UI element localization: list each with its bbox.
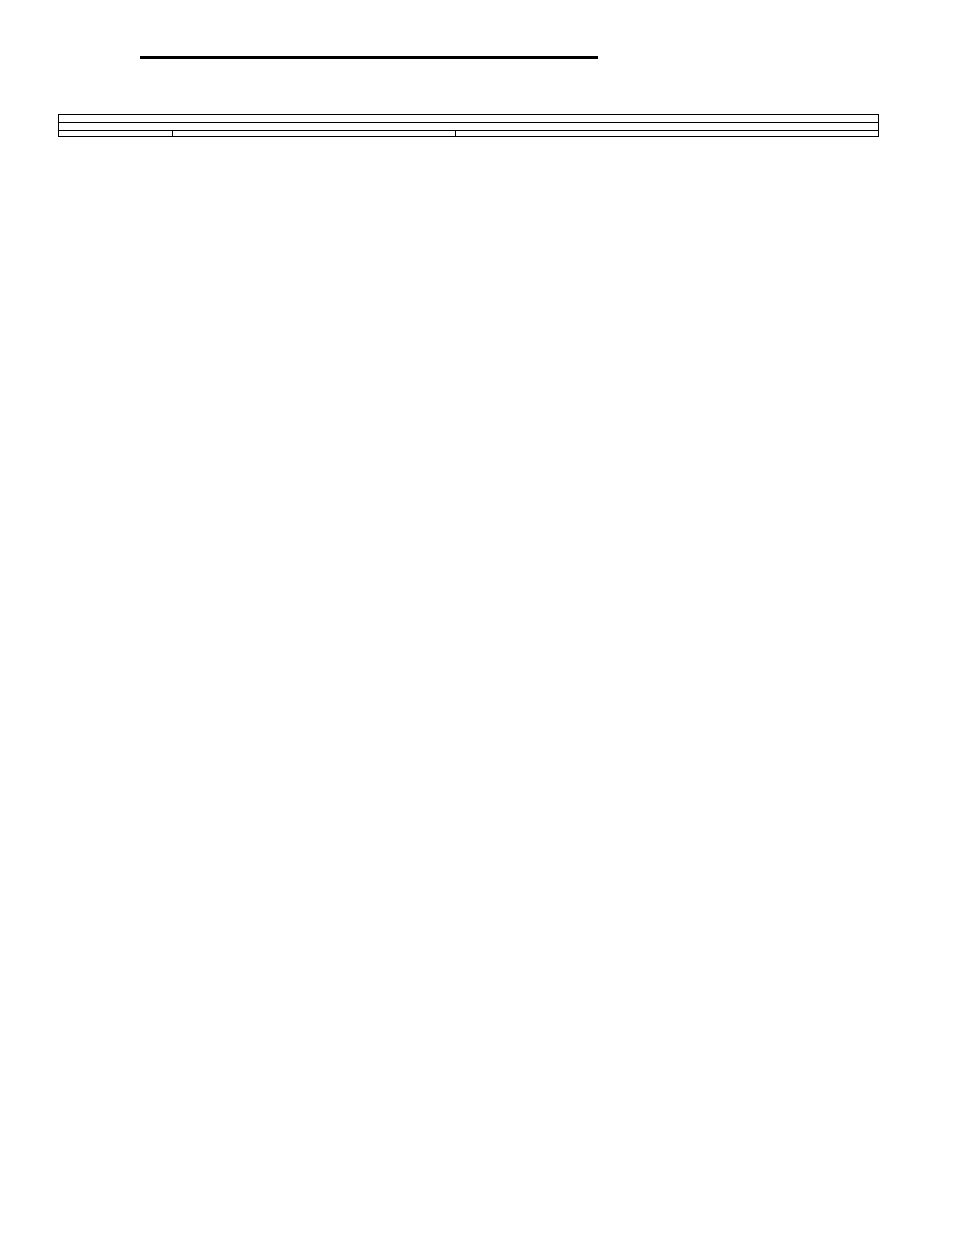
- header-rule: [140, 56, 598, 59]
- column-header-pcode: [59, 131, 173, 137]
- dtc-table: [58, 114, 879, 137]
- column-header-drb: [173, 131, 456, 137]
- dtc-table-body: [59, 115, 879, 137]
- note-generator: [59, 123, 879, 131]
- note-mil-row: [59, 115, 879, 123]
- column-header-row: [59, 131, 879, 137]
- note-generator-row: [59, 123, 879, 131]
- column-header-description: [456, 131, 879, 137]
- note-mil: [59, 115, 879, 123]
- page-header: [58, 42, 878, 72]
